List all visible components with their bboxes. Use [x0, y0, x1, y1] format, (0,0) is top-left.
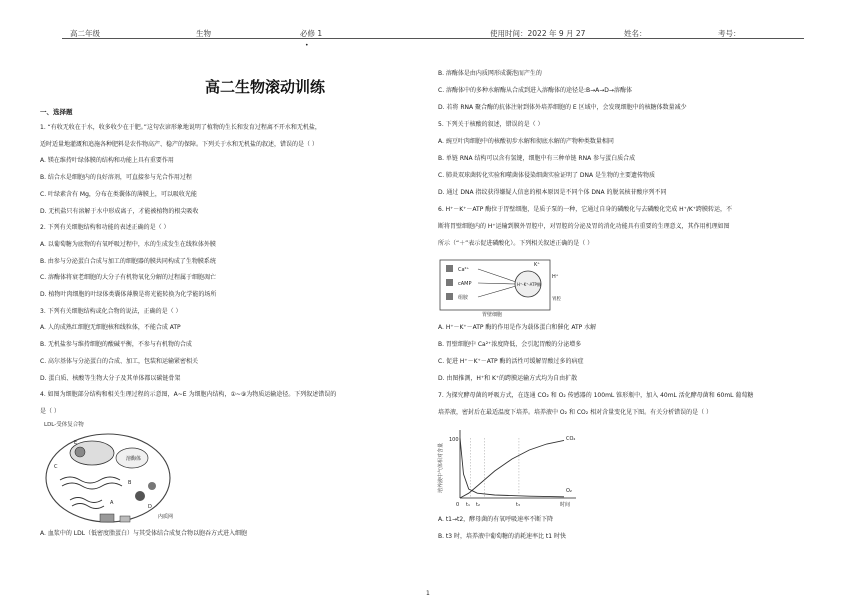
fig6-k: K⁺ [534, 262, 540, 268]
fig4-label-ldl: LDL-受体复合物 [44, 422, 84, 428]
section-heading: 一、选择题 [40, 108, 73, 116]
text-line: 3. 下列有关细胞结构或化合物的说法，正确的是（ ） [40, 307, 182, 315]
fig4-label-b: B [128, 480, 132, 486]
fig6-histamine: 组胺 [458, 295, 469, 301]
cell-structure-diagram [40, 418, 190, 528]
chart-series-label-o2: O₂ [566, 488, 572, 494]
text-line: 6. H⁺－K⁺－ATP 酶位于胃壁细胞，是质子泵的一种，它通过自身的磷酸化与去磷酸化完成 H⁺/K⁺跨膜转运，不 [438, 206, 732, 213]
q4-option-a: A. 血浆中的 LDL（低密度脂蛋白）与其受体结合成复合物以胞吞方式进入细胞 [40, 530, 248, 537]
fig4-label-c: C [54, 464, 58, 470]
text-line: B. 由参与分泌蛋白合成与加工的细胞器的膜共同构成了生物膜系统 [40, 257, 216, 265]
header-subject: 生物 [196, 29, 211, 38]
text-line: C. 溶酶体中的多种水解酶从合成到进入溶酶体的途径是:B→A→D→溶酶体 [438, 87, 632, 94]
text-line: A. 豌豆叶肉细胞中的核酸初步水解和彻底水解的产物种类数量相同 [438, 138, 614, 145]
text-line: B. 单链 RNA 结构可以含有氢键，细胞中有三种单链 RNA 参与蛋白质合成 [438, 155, 636, 162]
text-line: D. 植物叶肉细胞的叶绿体类囊体薄膜是将光能转换为化学能的场所 [40, 291, 217, 298]
fig4-label-er: 内质网 [158, 514, 174, 520]
text-line: D. 蛋白质、核酸等生物大分子及其单体都以碳链骨架 [40, 374, 181, 382]
page-title: 高二生物滚动训练 [204, 78, 325, 96]
chart-ylabel: 培养液中气体相对含量 [438, 442, 444, 494]
text-line: 断将胃壁细胞内的 H⁺运输到膜外胃腔中，对胃腔的分泌及胃的消化功能具有重要的生理意义，其作用机理如图 [438, 223, 730, 230]
text-line: C. 溶酶体将衰老细胞的大分子有机物氧化分解的过程属于细胞凋亡 [40, 274, 217, 282]
fig4-label-lysosome: 溶酶体 [126, 456, 142, 462]
header-date: 使用时间：2022 年 9 月 27 [490, 29, 586, 38]
header-name-label: 姓名： [624, 29, 647, 38]
text-line: 是（ ） [40, 407, 60, 415]
text-line: 7. 为探究酵母菌的呼吸方式，在连通 CO₂ 和 O₂ 传感器的 100mL 锥形瓶中，加入 40mL 活化酵母菌和 60mL 葡萄糖 [438, 392, 754, 399]
fig6-lumen: 胃腔 [552, 297, 561, 302]
text-line: B. 溶酶体是由内质网形成囊泡而产生的 [438, 70, 542, 77]
header-rule [62, 38, 804, 39]
chart-xtick-t2: t₂ [476, 502, 480, 508]
text-line: D. 由图推测，H⁺和 K⁺的跨膜运输方式均为自由扩散 [438, 375, 578, 382]
fig6-pump: H⁺-K⁺-ATP酶 [517, 282, 541, 287]
text-line: A. 人的成熟红细胞无细胞核和线粒体，不能合成 ATP [40, 324, 181, 332]
header-volume: 必修 1 [300, 29, 323, 38]
text-line: D. 无机盐只有溶解于水中形成离子，才能被植物的根尖吸收 [40, 207, 199, 215]
chart-xlabel: 时间 [560, 502, 571, 508]
text-line: B. 胃壁细胞中 Ca²⁺浓度降低，会引起胃酸的分泌增多 [438, 341, 582, 348]
fig4-label-a: A [110, 500, 114, 506]
fig4-label-d: D [148, 504, 152, 510]
text-line: C. 高尔基体与分泌蛋白的合成、加工，包装和运输紧密相关 [40, 357, 199, 365]
chart-ytick-100: 100 [449, 437, 459, 443]
text-line: B. 结合水是细胞内的良好溶剂，可直接参与光合作用过程 [40, 174, 192, 182]
fig6-h: H⁺ [552, 274, 559, 280]
text-line: 5. 下列关于核酸的叙述，错误的是（ ） [438, 121, 544, 128]
header-grade: 高二年级 [70, 29, 100, 38]
proton-pump-diagram [438, 256, 568, 318]
text-line: 4. 如图为细胞部分结构和相关生理过程的示意图，A~E 为细胞内结构，①~⑨为物质运输途径。下列叙述错误的 [40, 391, 337, 399]
text-line: A. 镁在维持叶绿体膜的结构和功能上具有重要作用 [40, 157, 174, 165]
fig6-ca: Ca²⁺ [458, 267, 470, 273]
text-line: B. t3 时，培养液中葡萄糖的消耗速率比 t1 时快 [438, 533, 566, 540]
chart-xtick-t3: t₃ [516, 502, 520, 508]
chart-xtick-0: 0 [456, 502, 460, 508]
text-line: C. 促进 H⁺－K⁺－ATP 酶的活性可缓解胃酸过多的病症 [438, 358, 584, 365]
header-dot: • [305, 42, 309, 49]
chart-xtick-t1: t₁ [466, 502, 470, 508]
text-line: D. 若将 RNA 聚合酶的抗体注射到体外培养细胞的 E 区域中，会发现细胞中的核糖体数量减少 [438, 104, 687, 111]
fig4-label-e: E [74, 440, 78, 446]
text-line: 2. 下列有关细胞结构和功能的表述正确的是（ ） [40, 224, 170, 232]
fig6-camp: cAMP [458, 281, 472, 287]
text-line: A. t1→t2，酵母菌的有氧呼吸速率不断下降 [438, 516, 554, 523]
text-line: C. 肺炎双球菌转化实验和噬菌体侵染细菌实验证明了 DNA 是生物的主要遗传物质 [438, 172, 656, 179]
text-line: A. 以葡萄糖为底物的有氧呼吸过程中，水的生成发生在线粒体外膜 [40, 240, 216, 248]
text-line: 所示（“＋”表示促进磷酸化）。下列相关叙述正确的是（ ） [438, 240, 594, 247]
header-exam-no-label: 考号： [718, 29, 741, 38]
fig6-cell: 胃壁细胞 [482, 312, 503, 318]
page-number: 1 [426, 590, 430, 597]
text-line: 1. “有收无收在于水，收多收少在于肥。”这句农谚形象地说明了植物的生长和发育过程离不开水和无机盐， [40, 124, 321, 131]
gas-content-chart [436, 426, 586, 512]
text-line: C. 叶绿素含有 Mg，分布在类囊体的薄膜上，可以吸收光能 [40, 190, 197, 198]
text-line: A. H⁺－K⁺－ATP 酶的作用是作为载体蛋白和催化 ATP 水解 [438, 324, 597, 331]
text-line: B. 无机盐参与维持细胞的酸碱平衡，不参与有机物的合成 [40, 341, 192, 349]
text-line: D. 通过 DNA 指纹获得嫌疑人信息的根本原因是不同个体 DNA 的脱氧核苷酸序列不同 [438, 189, 667, 196]
chart-series-label-co2: CO₂ [566, 436, 576, 442]
text-line: 适时适量地灌溉和追施各种肥料是农作物高产、稳产的保障。下列关于水和无机盐的叙述，错误的是（ ） [40, 140, 318, 148]
text-line: 培养液，密封后在最适温度下培养。培养液中 O₂ 和 CO₂ 相对含量变化见下图。有关分析错误的是（ ） [438, 409, 712, 416]
